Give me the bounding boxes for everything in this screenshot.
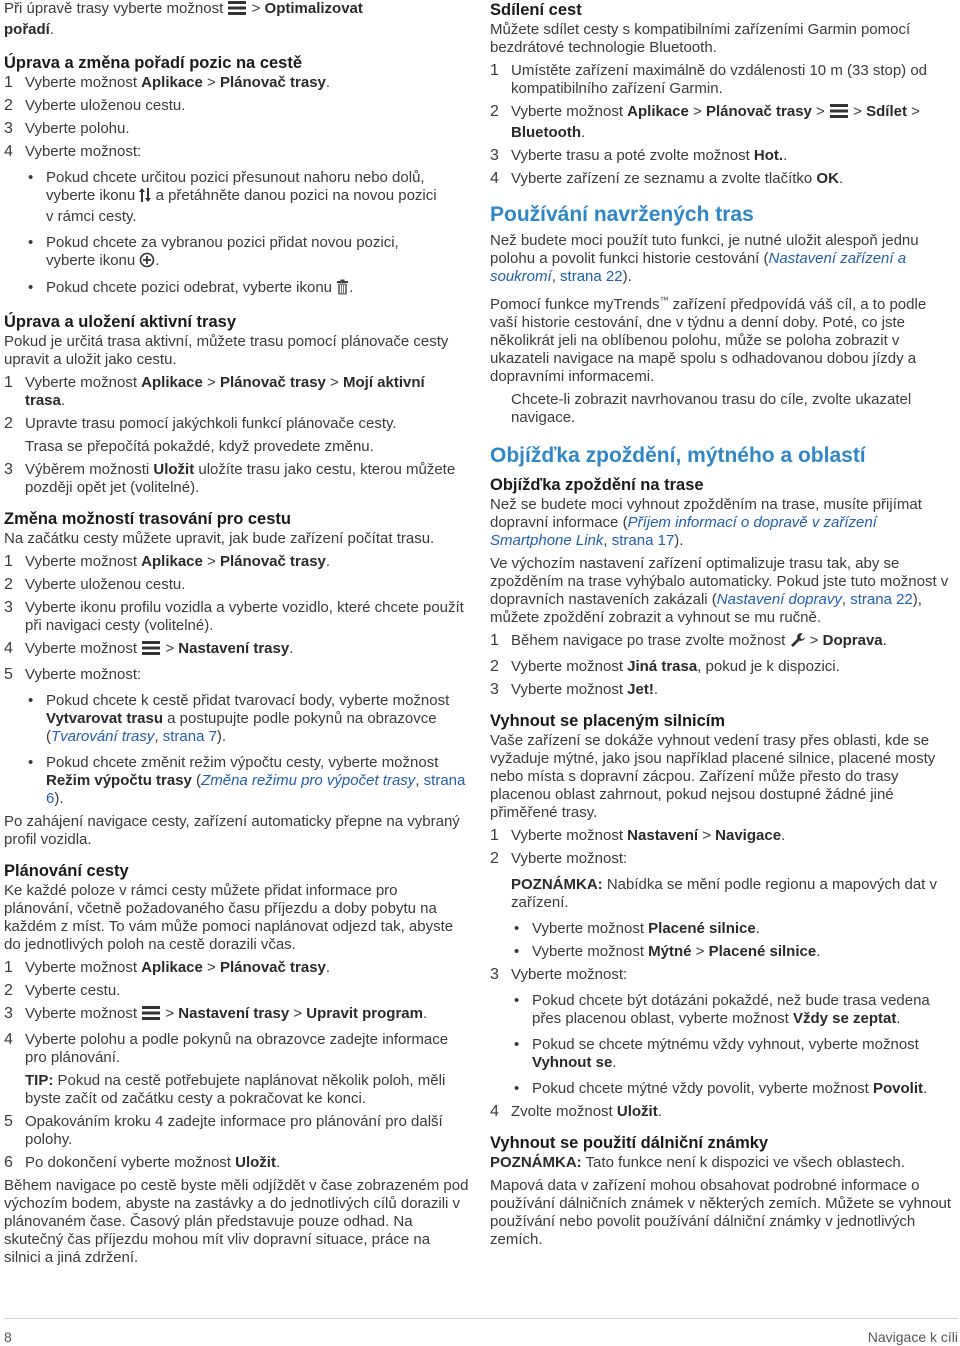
step: 3 Výběrem možnosti Uložit uložíte trasu jako cestu, kterou můžete později opět jet (volitelné). (4, 461, 456, 496)
bullet-item: • Pokud se chcete mýtnému vždy vyhnout, vyberte možnost Vyhnout se. (514, 1036, 919, 1071)
bullet-item: • Pokud chcete mýtné vždy povolit, vyberte možnost Povolit. (514, 1080, 928, 1097)
intro-paragraph-cont: pořadí. (4, 21, 55, 38)
step: 3 Vyberte polohu. (4, 120, 130, 137)
step: 1 Vyberte možnost Aplikace > Plánovač trasy. (4, 74, 331, 91)
paragraph: Než budete moci použít tuto funkci, je nutné uložit alespoň jednu polohu a povolit funkci historie cestování (Nastavení zařízení a soukromí, strana 22). (490, 232, 919, 285)
tip: TIP: Pokud na cestě potřebujete naplánovat několik poloh, měli byste začít od začátku cesty a pokračovat ke konci. (25, 1072, 446, 1107)
link-page[interactable]: strana 6 (46, 772, 466, 807)
add-circle-icon (139, 252, 155, 273)
step: 3 Vyberte trasu a poté zvolte možnost Hot.. (490, 147, 788, 164)
bullet-item: • Vyberte možnost Placené silnice. (514, 920, 760, 937)
bullet-item: • Pokud chcete pozici odebrat, vyberte ikonu . (4, 279, 470, 300)
wrench-icon (790, 632, 806, 653)
section-title-reorder: Úprava a změna pořadí pozic na cestě (4, 54, 303, 72)
step: 4 Vyberte zařízení ze seznamu a zvolte tlačítko OK. (490, 170, 844, 187)
link-traffic-settings[interactable]: Nastavení dopravy (716, 591, 842, 608)
step: 5 Opakováním kroku 4 zadejte informace pro plánování pro další polohy. (4, 1113, 443, 1148)
footer-section-title: Navigace k cíli (867, 1329, 958, 1345)
left-column (4, 0, 470, 1272)
move-arrows-icon (139, 187, 151, 208)
link-page[interactable]: strana 7 (162, 728, 217, 745)
step: 1 Během navigace po trase zvolte možnost > Doprava. (490, 632, 956, 653)
right-column (490, 0, 956, 1254)
section-title-edit-active: Úprava a uložení aktivní trasy (4, 313, 237, 331)
step: 4 Vyberte polohu a podle pokynů na obrazovce zadejte informace pro plánování. (4, 1031, 449, 1066)
bullet-item: • Pokud chcete být dotázáni pokaždé, než bude trasa vedena přes placenou oblast, vyberte možnost Vždy se zeptat. (514, 992, 930, 1027)
menu-icon (141, 1005, 161, 1026)
bullet-item: • Pokud chcete změnit režim výpočtu cesty, vyberte možnost Režim výpočtu trasy (Změna režimu pro výpočet trasy, strana 6). (28, 754, 466, 807)
step: 2 Upravte trasu pomocí jakýchkoli funkcí plánovače cesty. (4, 415, 397, 432)
step: 2 Vyberte cestu. (4, 982, 121, 999)
paragraph: Vaše zařízení se dokáže vyhnout vedení trasy přes oblasti, kde se vyžaduje mýtné, jako jsou například placené silnice, placené mosty nebo místa s dopravní zácpou. Zařízení může přesto do trasy placenou oblast zahrnout, pokud nejsou dostupné žádné jiné přiměřené trasy. (490, 732, 936, 821)
paragraph: Než se budete moci vyhnout zpožděním na trase, musíte přijímat dopravní informace (Příjem informací o dopravě v zařízení Smartphone Link, strana 17). (490, 496, 922, 549)
bullet-item: • Pokud chcete za vybranou pozici přidat novou pozici, (28, 234, 399, 251)
step: 2 Vyberte možnost Aplikace > Plánovač trasy > > Sdílet > Bluetooth. (490, 103, 920, 141)
step: 3 Vyberte možnost Jet!. (490, 681, 659, 698)
step-note: Trasa se přepočítá pokaždé, když provedete změnu. (25, 438, 374, 455)
bullet-item-cont: vyberte ikonu . (4, 252, 470, 273)
intro-paragraph: Při úpravě trasy vyberte možnost > Optimalizovat (4, 0, 470, 21)
paragraph: Pokud je určitá trasa aktivní, můžete trasu pomocí plánovače cesty upravit a uložit jako cestu. (4, 333, 449, 368)
menu-icon (227, 0, 247, 21)
section-title-vignette: Vyhnout se použití dálniční známky (490, 1134, 769, 1152)
menu-icon (141, 640, 161, 661)
note: POZNÁMKA: Tato funkce není k dispozici ve všech oblastech. (490, 1154, 905, 1171)
step: 1 Vyberte možnost Aplikace > Plánovač trasy. (4, 959, 331, 976)
bullet-item-cont: vyberte ikonu a přetáhněte danou pozici na novou pozici (4, 187, 470, 208)
paragraph: Na začátku cesty můžete upravit, jak bude zařízení počítat trasu. (4, 530, 435, 547)
link-calc-mode[interactable]: Změna režimu pro výpočet trasy (201, 772, 416, 789)
link-traffic-smartphone[interactable]: Příjem informací o dopravě v zařízení Smartphone Link (490, 514, 877, 549)
link-page[interactable]: strana 22 (850, 591, 913, 608)
bullet-item: • Pokud chcete k cestě přidat tvarovací body, vyberte možnost Vytvarovat trasu a postupujte podle pokynů na obrazovce (Tvarování trasy, strana 7). (28, 692, 450, 745)
step: 3 Vyberte možnost > Nastavení trasy > Upravit program. (4, 1005, 470, 1026)
page-number: 8 (4, 1329, 12, 1345)
section-title-avoid-tolls: Vyhnout se placeným silnicím (490, 712, 726, 730)
chapter-title-suggested-routes: Používání navržených tras (490, 203, 754, 226)
menu-icon (829, 103, 849, 124)
step-note: Chcete-li zobrazit navrhovanou trasu do cíle, zvolte ukazatel navigace. (511, 391, 912, 426)
section-title-trip-planning: Plánování cesty (4, 862, 129, 880)
paragraph: Po zahájení navigace cesty, zařízení automaticky přepne na vybraný profil vozidla. (4, 813, 460, 848)
chapter-title-avoid: Objížďka zpoždění, mýtného a oblastí (490, 444, 866, 467)
section-title-routing-options: Změna možností trasování pro cestu (4, 510, 291, 528)
step: 4 Zvolte možnost Uložit. (490, 1103, 662, 1120)
page-footer (4, 1318, 958, 1345)
trash-icon (336, 279, 349, 300)
paragraph: Ve výchozím nastavení zařízení optimalizuje trasu tak, aby se zpožděním na trase vyhýbalo automaticky. Pokud jste tuto možnost v dopravních nastaveních zakázali (Nastavení dopravy, strana 22), můžete zpoždění zobrazit a vyhnout se mu ručně. (490, 555, 949, 626)
paragraph: Během navigace po cestě byste měli odjíždět v čase zobrazeném pod výchozím bodem, abyste na zastávky a do jednotlivých cílů dorazili v plánovaném čase. Časový plán představuje pouze odhad. Na skutečný čas příjezdu mohou mít vliv dopravní situace, práce na silnici a jiná zdržení. (4, 1177, 469, 1266)
section-title-avoid-delays: Objížďka zpoždění na trase (490, 476, 704, 494)
step: 1 Vyberte možnost Aplikace > Plánovač trasy. (4, 553, 331, 570)
step: 2 Vyberte uloženou cestu. (4, 97, 186, 114)
paragraph: Můžete sdílet cesty s kompatibilními zařízeními Garmin pomocí bezdrátové technologie Bluetooth. (490, 21, 911, 56)
step: 1 Umístěte zařízení maximálně do vzdálenosti 10 m (33 stop) od kompatibilního zařízení Garmin. (490, 62, 928, 97)
step: 2 Vyberte možnost: (490, 850, 628, 867)
step: 6 Po dokončení vyberte možnost Uložit. (4, 1154, 281, 1171)
step: 1 Vyberte možnost Aplikace > Plánovač trasy > Mojí aktivní trasa. (4, 374, 425, 409)
step: 5 Vyberte možnost: (4, 666, 142, 683)
link-page[interactable]: strana 17 (611, 532, 675, 549)
step: 1 Vyberte možnost Nastavení > Navigace. (490, 827, 786, 844)
bullet-item: • Pokud chcete určitou pozici přesunout nahoru nebo dolů, (28, 169, 425, 186)
link-device-settings[interactable]: Nastavení zařízení a soukromí (490, 250, 907, 285)
section-title-sharing: Sdílení cest (490, 1, 582, 19)
step: 3 Vyberte ikonu profilu vozidla a vyberte vozidlo, které chcete použít při navigaci cesty (volitelné). (4, 599, 464, 634)
note: POZNÁMKA: Nabídka se mění podle regionu a mapových dat v zařízení. (511, 876, 938, 911)
step: 4 Vyberte možnost > Nastavení trasy. (4, 640, 470, 661)
paragraph: Pomocí funkce myTrends™ zařízení předpovídá váš cíl, a to podle vaší historie cestování, dne v týdnu a denní doby. Poté, co jste několikrát jeli na oblíbenou polohu, může se poloha zobrazit v ukazateli navigace na mapě spolu s odhadovanou dobou jízdy a dopravními informacemi. (490, 295, 927, 385)
step: 4 Vyberte možnost: (4, 143, 142, 160)
paragraph: Mapová data v zařízení mohou obsahovat podrobné informace o používání dálničních známek v některých zemích. Můžete se vyhnout používání nebo povolit používání dálniční známky v jednotlivých zemích. (490, 1177, 952, 1248)
paragraph: Ke každé poloze v rámci cesty můžete přidat informace pro plánování, včetně požadovaného času příjezdu a doby pobytu na každém z míst. To vám může pomoci naplánovat odjezd tak, abyste do jednotlivých poloh na cestě dorazili včas. (4, 882, 454, 953)
link-shaping[interactable]: Tvarování trasy (51, 728, 155, 745)
bullet-item: • Vyberte možnost Mýtné > Placené silnice. (514, 943, 821, 960)
link-page[interactable]: strana 22 (560, 268, 623, 285)
step: 2 Vyberte uloženou cestu. (4, 576, 186, 593)
step: 2 Vyberte možnost Jiná trasa, pokud je k dispozici. (490, 658, 840, 675)
bullet-item-cont: v rámci cesty. (46, 208, 137, 225)
step: 3 Vyberte možnost: (490, 966, 628, 983)
